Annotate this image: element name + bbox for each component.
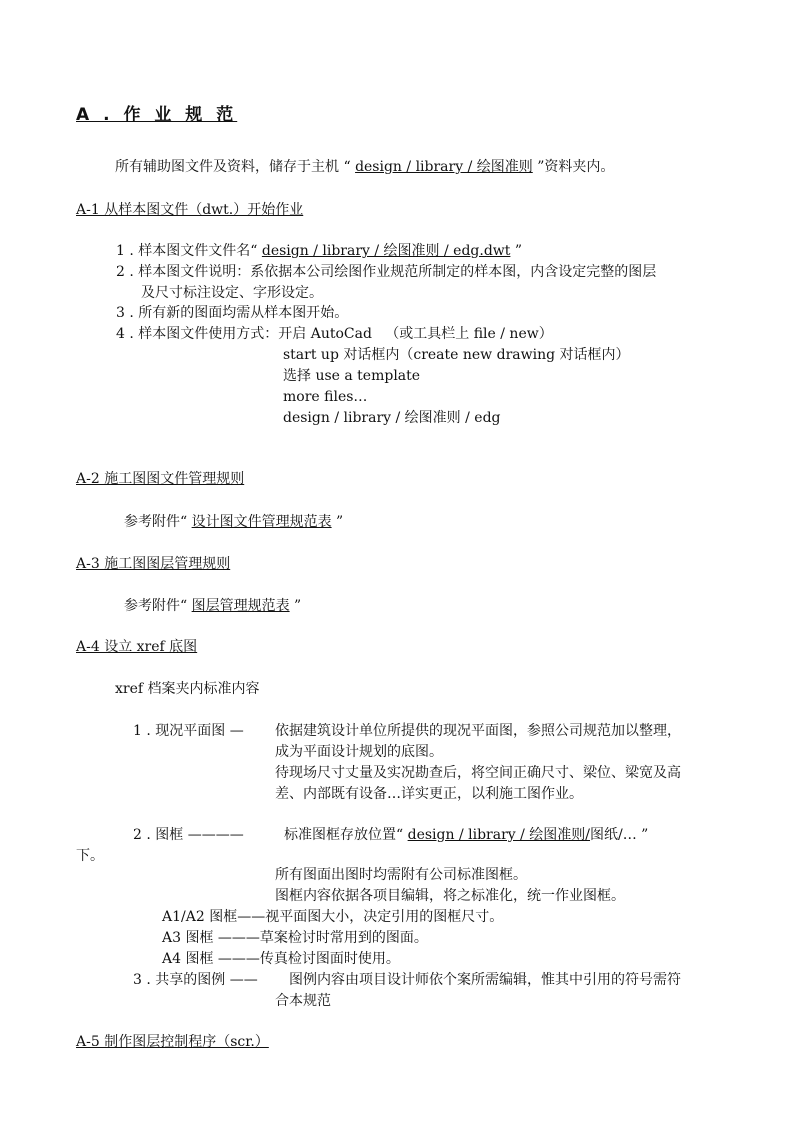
- a4-item-1-line1: 依据建筑设计单位所提供的现况平面图，参照公司规范加以整理，: [275, 723, 681, 739]
- section-a4-heading: A-4 设立 xref 底图: [76, 639, 198, 655]
- a1-step-1: start up 对话框内（create new drawing 对话框内）: [283, 347, 630, 363]
- a4-frame-size-2: A3 图框 ———草案检讨时常用到的图面。: [162, 930, 428, 946]
- a4-item-3-label: 3 . 共享的图例 ——: [133, 972, 258, 988]
- a4-item-3-line2: 合本规范: [275, 993, 331, 1009]
- a2-ref-link: 设计图文件管理规范表: [191, 514, 332, 530]
- a1-item-1-post: ”: [510, 243, 523, 259]
- a1-item-2-line1: 2 . 样本图文件说明：系依据本公司绘图作业规范所制定的样本图，内含设定完整的图层: [116, 264, 657, 280]
- a4-item-2-path: design / library / 绘图准则/: [407, 827, 591, 843]
- a4-item-2-post: 图纸/… ”: [590, 827, 649, 843]
- a4-item-1-line2: 成为平面设计规划的底图。: [275, 744, 443, 760]
- a1-item-1-pre: 1 . 样本图文件文件名“: [116, 243, 262, 259]
- a1-item-1: [116, 242, 522, 260]
- a1-step-3: more files…: [283, 389, 368, 405]
- a4-item-2-line3: 图框内容依据各项目编辑，将之标准化，统一作业图框。: [275, 888, 625, 904]
- a4-item-1-line4: 差、内部既有设备…详实更正，以利施工图作业。: [275, 786, 583, 802]
- a1-step-2: 选择 use a template: [283, 368, 421, 384]
- a1-item-2-line2: 及尺寸标注设定、字形设定。: [141, 285, 323, 301]
- a4-item-2-label: 2 . 图框 ————: [133, 827, 244, 843]
- a4-subheading: xref 档案夹内标准内容: [115, 681, 260, 697]
- page-title: A . 作 业 规 范: [76, 105, 238, 125]
- a2-reference: [124, 513, 343, 531]
- a4-frame-size-1: A1/A2 图框——视平面图大小，决定引用的图框尺寸。: [162, 909, 504, 925]
- intro-path: design / library / 绘图准则: [355, 159, 533, 175]
- a3-ref-link: 图层管理规范表: [191, 598, 290, 614]
- a4-frame-size-3: A4 图框 ———传真检讨图面时使用。: [162, 951, 400, 967]
- a4-item-1-label: 1 . 现况平面图 —: [133, 723, 244, 739]
- a4-item-2-line1: [284, 826, 648, 844]
- a3-ref-post: ”: [289, 598, 302, 614]
- a2-ref-post: ”: [331, 514, 344, 530]
- section-a2-heading: A-2 施工图图文件管理规则: [76, 471, 245, 487]
- section-a5-heading: A-5 制作图层控制程序（scr.）: [76, 1034, 269, 1050]
- intro-paragraph: [115, 158, 614, 176]
- section-a1-heading: A-1 从样本图文件（dwt.）开始作业: [76, 202, 304, 218]
- a4-item-2-wrap: 下。: [76, 848, 104, 864]
- a4-item-3-line1: 图例内容由项目设计师依个案所需编辑，惟其中引用的符号需符: [289, 972, 681, 988]
- intro-pre: 所有辅助图文件及资料，储存于主机 “: [115, 159, 356, 175]
- a1-item-1-path: design / library / 绘图准则 / edg.dwt: [261, 243, 511, 259]
- a4-item-1-line3: 待现场尺寸丈量及实况勘查后，将空间正确尺寸、梁位、梁宽及高: [275, 765, 681, 781]
- a4-item-2-line2: 所有图面出图时均需附有公司标准图框。: [275, 867, 527, 883]
- intro-post: ”资料夹内。: [532, 159, 615, 175]
- a1-step-4: design / library / 绘图准则 / edg: [283, 410, 501, 426]
- section-a3-heading: A-3 施工图图层管理规则: [76, 556, 231, 572]
- a1-item-3: 3 . 所有新的图面均需从样本图开始。: [116, 305, 349, 321]
- a1-item-4: 4 . 样本图文件使用方式：开启 AutoCad （或工具栏上 file / new）: [116, 326, 553, 342]
- a3-reference: [124, 597, 301, 615]
- a4-item-2-pre: 标准图框存放位置“: [284, 827, 408, 843]
- a3-ref-pre: 参考附件“: [124, 598, 192, 614]
- a2-ref-pre: 参考附件“: [124, 514, 192, 530]
